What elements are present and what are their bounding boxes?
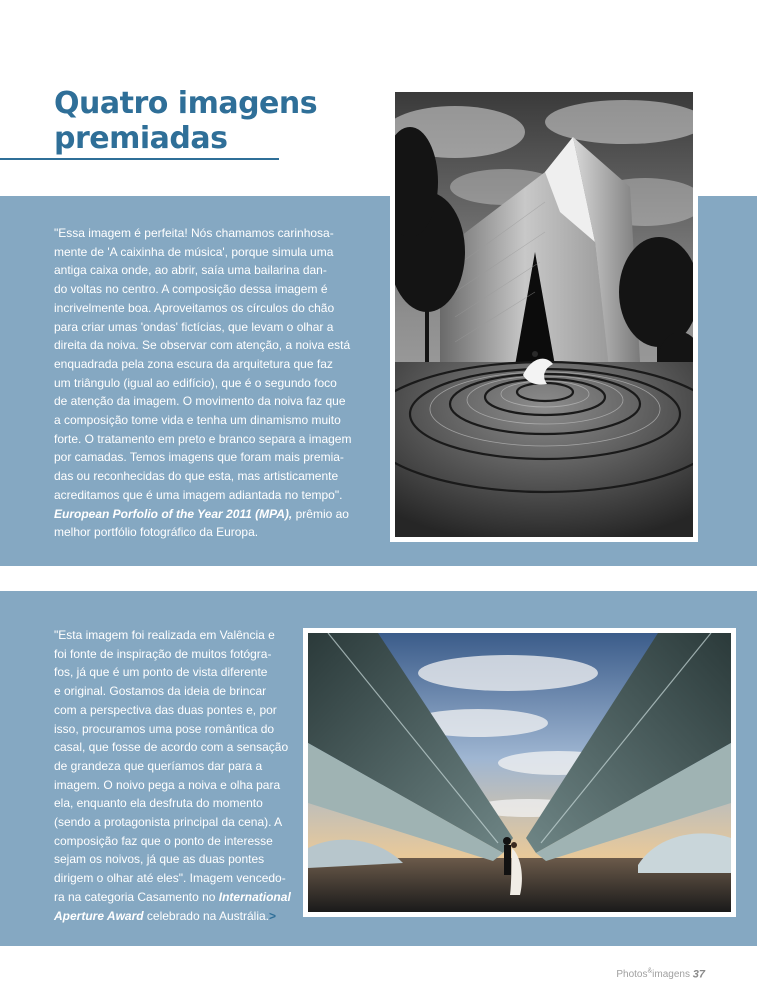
award-tail: celebrado na Austrália. (143, 908, 269, 923)
text-line: das ou reconhecidas do que esta, mas artisticamente (54, 469, 339, 484)
text-line: imagem. O noivo pega a noiva e olha para (54, 777, 281, 792)
text-line: isso, procuramos uma pose romântica do (54, 721, 275, 736)
text-line: composição faz que o ponto de interesse (54, 833, 273, 848)
section-1-text (54, 224, 354, 542)
title-line-1: Quatro imagens (54, 86, 318, 121)
award-name-part-1: International (218, 889, 291, 904)
text-line: a composição tome vida e tenha um dinamismo muito (54, 413, 341, 428)
award-name-part-2: Aperture Award (54, 908, 144, 923)
text-line: por camadas. Temos imagens que foram mais premia- (54, 450, 344, 465)
title-underline (0, 158, 279, 160)
text-line: "Esta imagem foi realizada em Valência e (54, 628, 275, 642)
photo-frame-1 (390, 87, 698, 542)
award-pre: ra na categoria Casamento no (54, 889, 219, 904)
text-line: do voltas no centro. A composição dessa imagem é (54, 282, 328, 297)
award-name: European Porfolio of the Year 2011 (MPA), (54, 506, 293, 521)
text-line: casal, que fosse de acordo com a sensação (54, 740, 289, 755)
text-line: de atenção da imagem. O movimento da noiva faz que (54, 394, 346, 409)
text-line: acreditamos que é uma imagem adiantada no tempo". (54, 487, 343, 502)
award-line (54, 888, 291, 907)
award-tail: prêmio ao (292, 506, 349, 521)
text-line: fos, já que é um ponto de vista diferente (54, 665, 268, 680)
text-line: direita da noiva. Se observar com atenção, a noiva está (54, 338, 351, 353)
award-line (54, 505, 354, 524)
text-line: ela, enquanto ela desfruta do momento (54, 796, 263, 811)
text-line: antiga caixa onde, ao abrir, saía uma bailarina dan- (54, 263, 327, 278)
text-line: para criar umas 'ondas' fictícias, que levam o olhar a (54, 319, 334, 334)
text-line: sejam os noivos, já que as duas pontes (54, 852, 265, 867)
article-title (54, 86, 384, 156)
text-line: um triângulo (igual ao edifício), que é o segundo foco (54, 375, 337, 390)
text-line: (sendo a protagonista principal da cena). A (54, 815, 283, 830)
text-line: foi fonte de inspiração de muitos fotógra- (54, 646, 272, 661)
text-line: dirigem o olhar até eles". Imagem vencedo- (54, 871, 286, 886)
title-line-2: premiadas (54, 121, 228, 156)
section-2-text (54, 626, 291, 925)
text-line: e original. Gostamos da ideia de brincar (54, 684, 267, 699)
end-of-article-arrow-icon: > (269, 908, 277, 923)
text-line: enquadrada pela zona escura da arquitetura que faz (54, 356, 333, 371)
text-line: melhor portfólio fotográfico da Europa. (54, 525, 259, 540)
text-line: forte. O tratamento em preto e branco separa a imagem (54, 431, 352, 446)
award-line (54, 907, 282, 926)
text-line: de grandeza que queríamos dar para a (54, 758, 263, 773)
text-line: mente de 'A caixinha de música', porque simula uma (54, 244, 334, 259)
bride-architecture-photo (395, 92, 693, 537)
text-line: "Essa imagem é perfeita! Nós chamamos carinhosa- (54, 226, 334, 240)
text-line: com a perspectiva das duas pontes e, por (54, 702, 277, 717)
photo-frame-2 (303, 628, 736, 917)
page-footer (616, 968, 705, 980)
magazine-name: Photos&imagens (616, 968, 690, 981)
text-line: incrivelmente boa. Aproveitamos os círculos do chão (54, 300, 335, 315)
couple-bridges-photo (308, 633, 731, 912)
page-number: 37 (692, 968, 705, 981)
